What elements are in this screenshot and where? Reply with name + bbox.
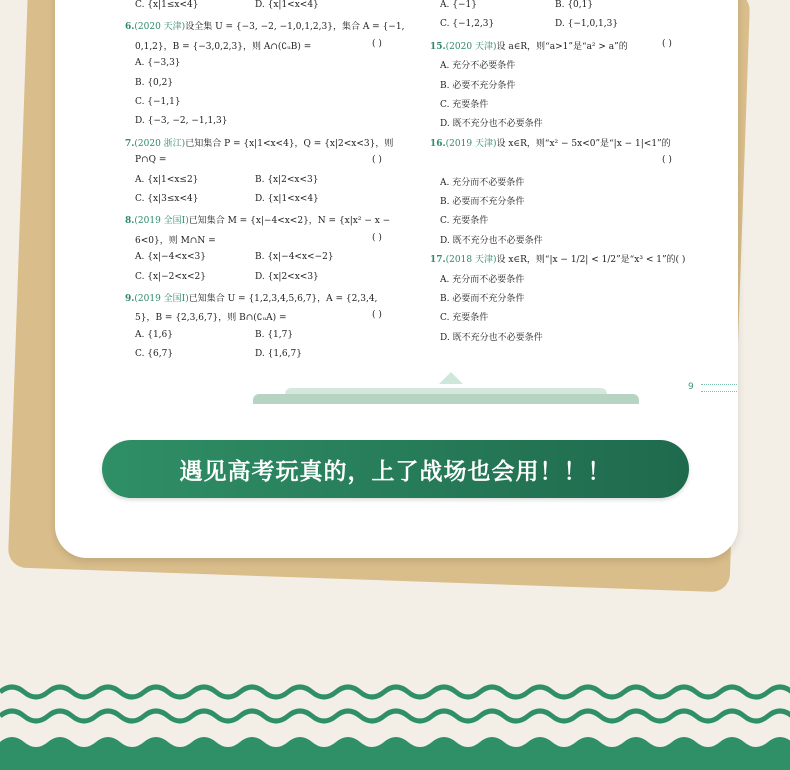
question-line <box>440 0 594 10</box>
question-line <box>440 58 515 71</box>
answer-blank: ( ) <box>372 232 382 243</box>
question-source: (2020 天津) <box>445 41 497 52</box>
decorative-bar-bottom <box>253 394 639 404</box>
answer-option: A. 充分而不必要条件 <box>440 274 525 285</box>
question-line <box>135 329 294 340</box>
answer-option: A. {x|1<x≤2} <box>135 174 199 185</box>
answer-option: B. {0,2} <box>135 77 174 88</box>
question-line <box>440 213 488 226</box>
question-line <box>135 349 302 360</box>
question-line <box>135 116 228 126</box>
question-text: 已知集合 M = {x|−4<x<2}，N = {x|x² − x − <box>188 216 391 227</box>
answer-option: A. {1,6} <box>135 329 173 340</box>
page-number: 9 <box>688 382 694 392</box>
answer-blank: ( ) <box>662 38 672 49</box>
question-text: 设 a∈R，则“a>1”是“a² > a”的 <box>496 41 628 52</box>
question-line <box>135 78 173 88</box>
question-text: 设全集 U = {−3, −2, −1,0,1,2,3}，集合 A = {−1, <box>185 22 405 33</box>
question-line <box>440 175 524 188</box>
question-number: 8. <box>125 216 135 227</box>
question-text: P∩Q = <box>135 155 167 166</box>
question-line <box>135 194 319 204</box>
question-text: 5}，B = {2,3,6,7}，则 B∩(∁ᵤA) = <box>135 313 287 324</box>
answer-option: B. 必要而不充分条件 <box>440 197 525 207</box>
answer-option: B. 必要而不充分条件 <box>440 294 525 304</box>
answer-option: A. 充分而不必要条件 <box>440 177 525 188</box>
answer-option: A. 充分不必要条件 <box>440 61 516 72</box>
answer-option: D. 既不充分也不必要条件 <box>440 119 543 130</box>
wave-line-1 <box>0 687 790 697</box>
question-line <box>125 213 390 226</box>
answer-blank: ( ) <box>662 155 672 166</box>
question-line <box>440 97 488 110</box>
page-number-rule <box>701 384 737 392</box>
answer-option: C. 充要条件 <box>440 100 489 110</box>
question-line <box>440 78 515 91</box>
question-line <box>440 19 619 30</box>
question-line <box>135 252 334 263</box>
question-line <box>440 330 543 343</box>
question-text: 已知集合 U = {1,2,3,4,5,6,7}，A = {2,3,4, <box>188 294 378 304</box>
question-line <box>135 310 287 323</box>
question-source: (2019 全国Ⅰ) <box>134 294 189 304</box>
question-text: 设 x∈R，则“x² − 5x<0”是“|x − 1|<1”的 <box>496 138 671 149</box>
answer-option: D. {−1,0,1,3} <box>555 19 619 30</box>
wave-line-2 <box>0 711 790 721</box>
question-source: (2020 浙江) <box>134 138 186 149</box>
answer-option: A. {−1} <box>440 0 477 10</box>
question-source: (2019 全国Ⅰ) <box>134 216 189 227</box>
answer-option: B. {x|2<x<3} <box>255 174 319 185</box>
answer-option: B. {0,1} <box>555 0 594 10</box>
question-source: (2018 天津) <box>445 255 497 266</box>
question-number: 15. <box>430 41 446 52</box>
answer-option: D. {−3, −2, −1,1,3} <box>135 116 228 127</box>
answer-option: B. {1,7} <box>255 329 294 340</box>
question-text: 6<0}，则 M∩N = <box>135 235 216 246</box>
question-number: 6. <box>125 22 135 33</box>
question-line <box>440 233 543 246</box>
question-number: 9. <box>125 294 135 304</box>
answer-option: C. {−1,1} <box>135 97 181 107</box>
question-line <box>440 291 524 304</box>
question-line <box>135 233 216 246</box>
question-line <box>135 0 319 10</box>
answer-option: C. 充要条件 <box>440 313 489 324</box>
answer-option: C. {6,7} <box>135 349 174 360</box>
question-number: 7. <box>125 138 135 149</box>
question-text: 已知集合 P = {x|1<x<4}，Q = {x|2<x<3}，则 <box>185 138 394 149</box>
answer-option: C. {−1,2,3} <box>440 19 495 30</box>
wave-fill-bottom <box>0 737 790 770</box>
answer-blank: ( ) <box>372 310 382 321</box>
decorative-triangle <box>439 372 463 384</box>
question-line <box>430 252 685 265</box>
question-line <box>135 39 311 52</box>
answer-option: D. {x|1<x<4} <box>255 194 319 204</box>
question-line <box>135 174 319 185</box>
question-line <box>125 19 404 32</box>
question-line <box>135 271 319 282</box>
question-line <box>125 136 393 149</box>
question-line <box>440 116 543 129</box>
question-text: 设 x∈R，则“|x − 1/2| < 1/2”是“x³ < 1”的( ) <box>496 255 686 266</box>
answer-blank: ( ) <box>372 155 382 166</box>
question-number: 17. <box>430 255 446 266</box>
answer-option: C. {x|3≤x<4} <box>135 194 199 204</box>
question-line <box>430 39 628 52</box>
answer-option: C. {x|−2<x<2} <box>135 271 206 282</box>
answer-option: D. {1,6,7} <box>255 349 302 360</box>
answer-option: B. {x|−4<x<−2} <box>255 252 334 263</box>
question-number: 16. <box>430 138 446 149</box>
question-line <box>440 194 524 207</box>
answer-option: D. 既不充分也不必要条件 <box>440 235 543 246</box>
answer-option: A. {x|−4<x<3} <box>135 252 206 263</box>
question-source: (2020 天津) <box>134 22 186 33</box>
question-line <box>135 97 181 107</box>
question-line <box>135 58 181 68</box>
answer-option: C. {x|1≤x<4} <box>135 0 199 10</box>
slogan-banner: 遇见高考玩真的，上了战场也会用！！！ <box>102 440 689 498</box>
question-line <box>135 155 166 165</box>
question-line <box>440 310 488 323</box>
answer-blank: ( ) <box>372 38 382 49</box>
answer-option: D. {x|2<x<3} <box>255 271 319 282</box>
question-text: 0,1,2}，B = {−3,0,2,3}，则 A∩(∁ᵤB) = <box>135 41 312 52</box>
answer-option: D. {x|1<x<4} <box>255 0 319 10</box>
question-source: (2019 天津) <box>445 138 497 149</box>
wave-decoration <box>0 680 790 770</box>
answer-option: A. {−3,3} <box>135 58 181 69</box>
question-line <box>440 272 524 285</box>
question-line <box>430 136 671 149</box>
answer-option: D. 既不充分也不必要条件 <box>440 332 543 343</box>
answer-option: C. 充要条件 <box>440 216 489 227</box>
question-line <box>125 291 377 304</box>
answer-option: B. 必要不充分条件 <box>440 80 516 91</box>
